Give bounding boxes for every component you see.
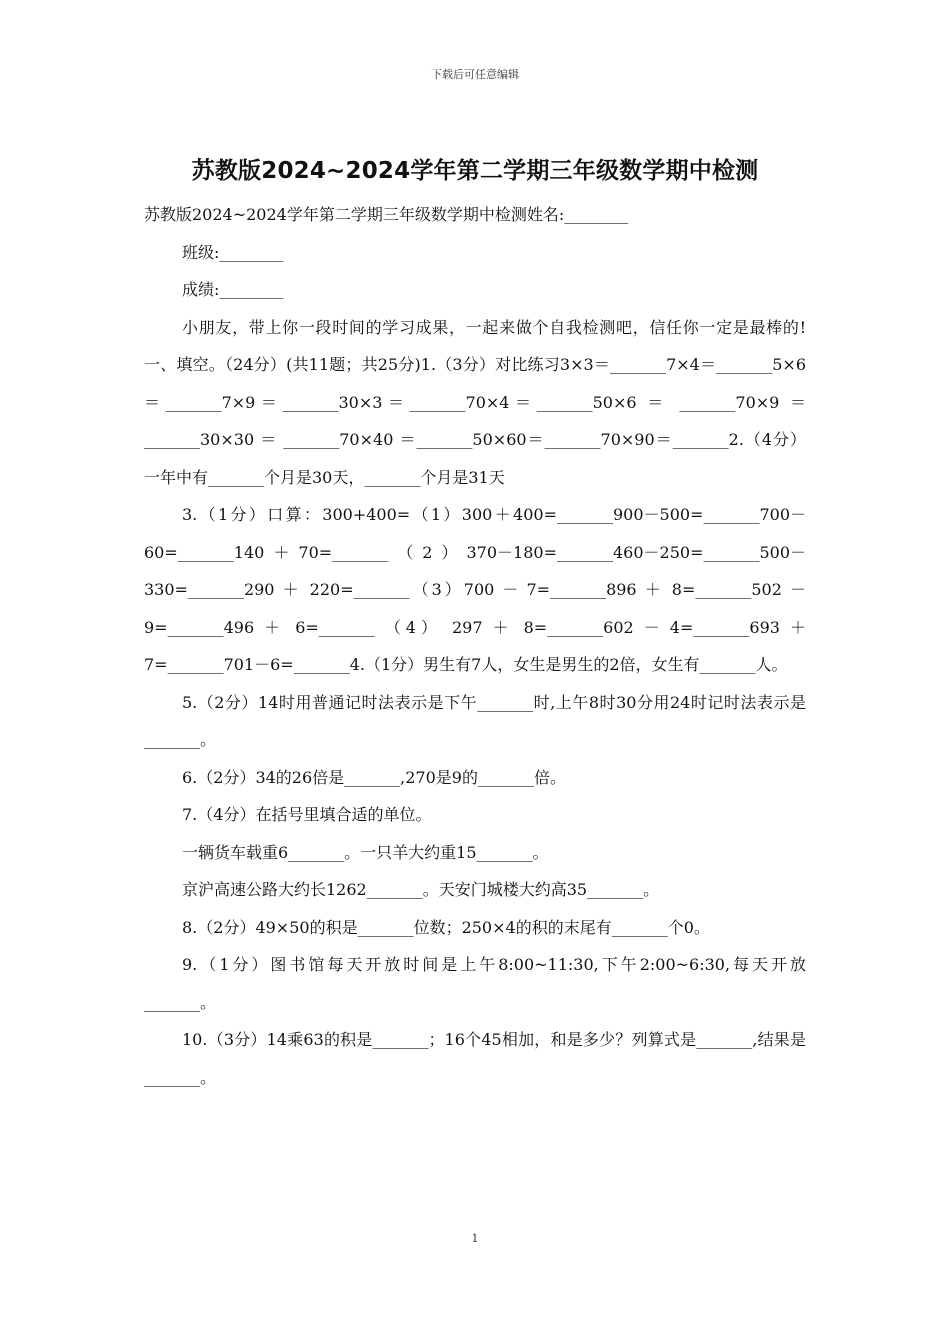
question-1-2: 小朋友，带上你一段时间的学习成果，一起来做个自我检测吧，信任你一定是最棒的!一、填空。（24分）(共11题；共25分)1.（3分）对比练习3×3＝_______7×4＝_______5×6＝_______7×9＝_______30×3＝_______70×4＝_______50×6 ＝ _______70×9 ＝ _______30×30 ＝ _______70×40 ＝_______50×60＝_______70×90＝_______2.（4分）一年中有_______个月是30天，_______个月是31天 [144, 317, 806, 487]
document-title: 苏教版2024~2024学年第二学期三年级数学期中检测 [191, 158, 759, 184]
question-7-line-2: 京沪高速公路大约长1262_______。天安门城楼大约高35_______。 [182, 880, 660, 899]
question-5: 5.（2分）14时用普通记时法表示是下午_______时,上午8时30分用24时记时法表示是_______。 [144, 692, 806, 749]
intro-line: 苏教版2024~2024学年第二学期三年级数学期中检测姓名:________ [144, 205, 629, 224]
question-10: 10.（3分）14乘63的积是_______；16个45相加，和是多少？列算式是_______,结果是_______。 [144, 1030, 806, 1087]
question-6: 6.（2分）34的26倍是_______,270是9的_______倍。 [182, 767, 566, 787]
score-field-line: 成绩:________ [182, 280, 284, 299]
class-field-line: 班级:________ [182, 242, 284, 262]
question-7: 7.（4分）在括号里填合适的单位。 [182, 805, 432, 824]
question-9: 9.（1分）图书馆每天开放时间是上午8:00~11:30,下午2:00~6:30,每天开放_______。 [144, 955, 806, 1012]
question-8: 8.（2分）49×50的积是_______位数；250×4的积的末尾有_______个0。 [182, 917, 710, 937]
page-header: 下载后可任意编辑 [431, 68, 519, 81]
page-number: 1 [471, 1232, 479, 1245]
question-7-line-1: 一辆货车载重6_______。一只羊大约重15_______。 [182, 842, 549, 862]
question-3-4: 3.（1分）口算：300+400=（1）300＋400=_______900－500=_______700－60=_______140＋70=_______（2）370－180=_______460－250=_______500－330=_______290 ＋ 220=_______（3）700 － 7=_______896 ＋ 8=_______502 －9=_______496 ＋ 6=_______ （4） 297 ＋ 8=_______602 － 4=_______693 ＋7=_______701－6=_______4.（1分）男生有7人，女生是男生的2倍，女生有_______人。 [144, 505, 806, 674]
document-body [144, 196, 806, 1096]
